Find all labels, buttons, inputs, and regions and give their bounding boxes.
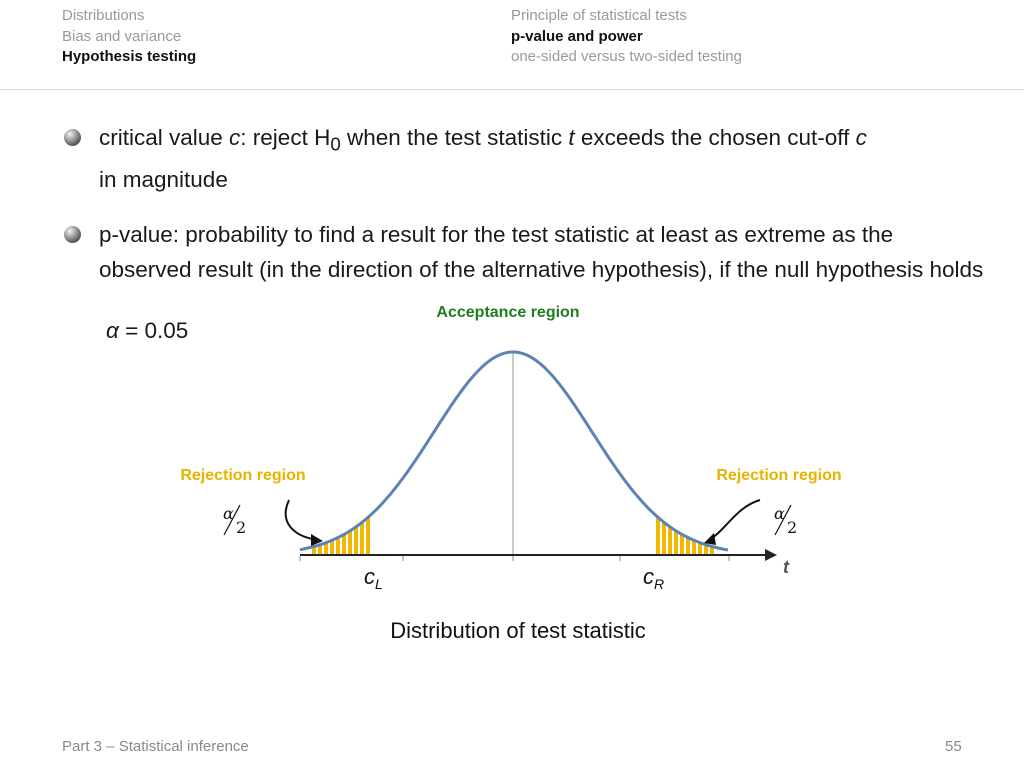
nav-item-distributions[interactable]: Distributions [62,7,145,24]
alpha-half-left-numerator: α [223,504,234,523]
rejection-bar [360,522,364,555]
page-number: 55 [945,738,962,755]
alpha-symbol: α [106,318,119,343]
nav-item-one-two-sided[interactable]: one-sided versus two-sided testing [511,48,742,65]
rejection-bar [366,517,370,555]
bullet-text: : reject H [240,125,331,150]
nav-item-pvalue-power[interactable]: p-value and power [511,27,643,45]
c-left-label: $c_L$ [364,564,383,592]
rejection-bar [336,538,340,556]
axis-ticks [300,556,729,561]
rejection-bar [692,540,696,555]
rejection-bar [686,538,690,556]
footer-text: Part 3 – Statistical inference [62,738,249,755]
rejection-bar [330,540,334,555]
c-symbol: c [229,125,241,150]
c-right-label: $c_R$ [643,564,665,592]
bullet-text: when the test statistic [340,125,569,150]
rejection-bar [668,527,672,555]
bullet-text: p-value: probability to find a result for the test statistic at least as extreme as the observed result (in the direction of the alternative hypothesis), if the null hypothesis holds [99,221,984,282]
rejection-bar [662,522,666,555]
rejection-bar [656,517,660,555]
nav-item-hypothesis-testing[interactable]: Hypothesis testing [62,48,197,65]
alpha-half-right-numerator: α [774,504,785,523]
nav-item-principle-tests[interactable]: Principle of statistical tests [511,7,687,24]
h-subscript: 0 [330,133,341,155]
arrow-right-icon [709,500,760,540]
rejection-bar [674,531,678,555]
alpha-half-left-denominator: 2 [236,518,247,537]
bullet-text: in magnitude [99,166,228,192]
alpha-text: = 0.05 [118,318,189,343]
rejection-bar [342,534,346,555]
arrow-left-icon [286,500,318,540]
rejection-region-right-label: Rejection region [716,467,842,484]
nav-item-bias-variance[interactable]: Bias and variance [62,27,182,45]
bullet-text: critical value [99,125,230,150]
diagram-caption: Distribution of test statistic [390,618,646,643]
bullet-text: exceeds the chosen cut-off [574,125,856,150]
axis-arrow-icon [765,549,777,561]
alpha-half-right-denominator: 2 [787,518,798,537]
rejection-region-left-label: Rejection region [180,467,306,484]
density-curve [300,352,728,550]
t-symbol: t [568,125,575,150]
c-symbol: c [855,125,867,150]
rejection-bar [354,527,358,555]
arrowhead-right-icon [704,533,716,545]
rejection-bar [680,534,684,555]
t-axis-label: t [783,557,789,577]
acceptance-region-label: Acceptance region [436,304,580,321]
rejection-bar [348,531,352,555]
